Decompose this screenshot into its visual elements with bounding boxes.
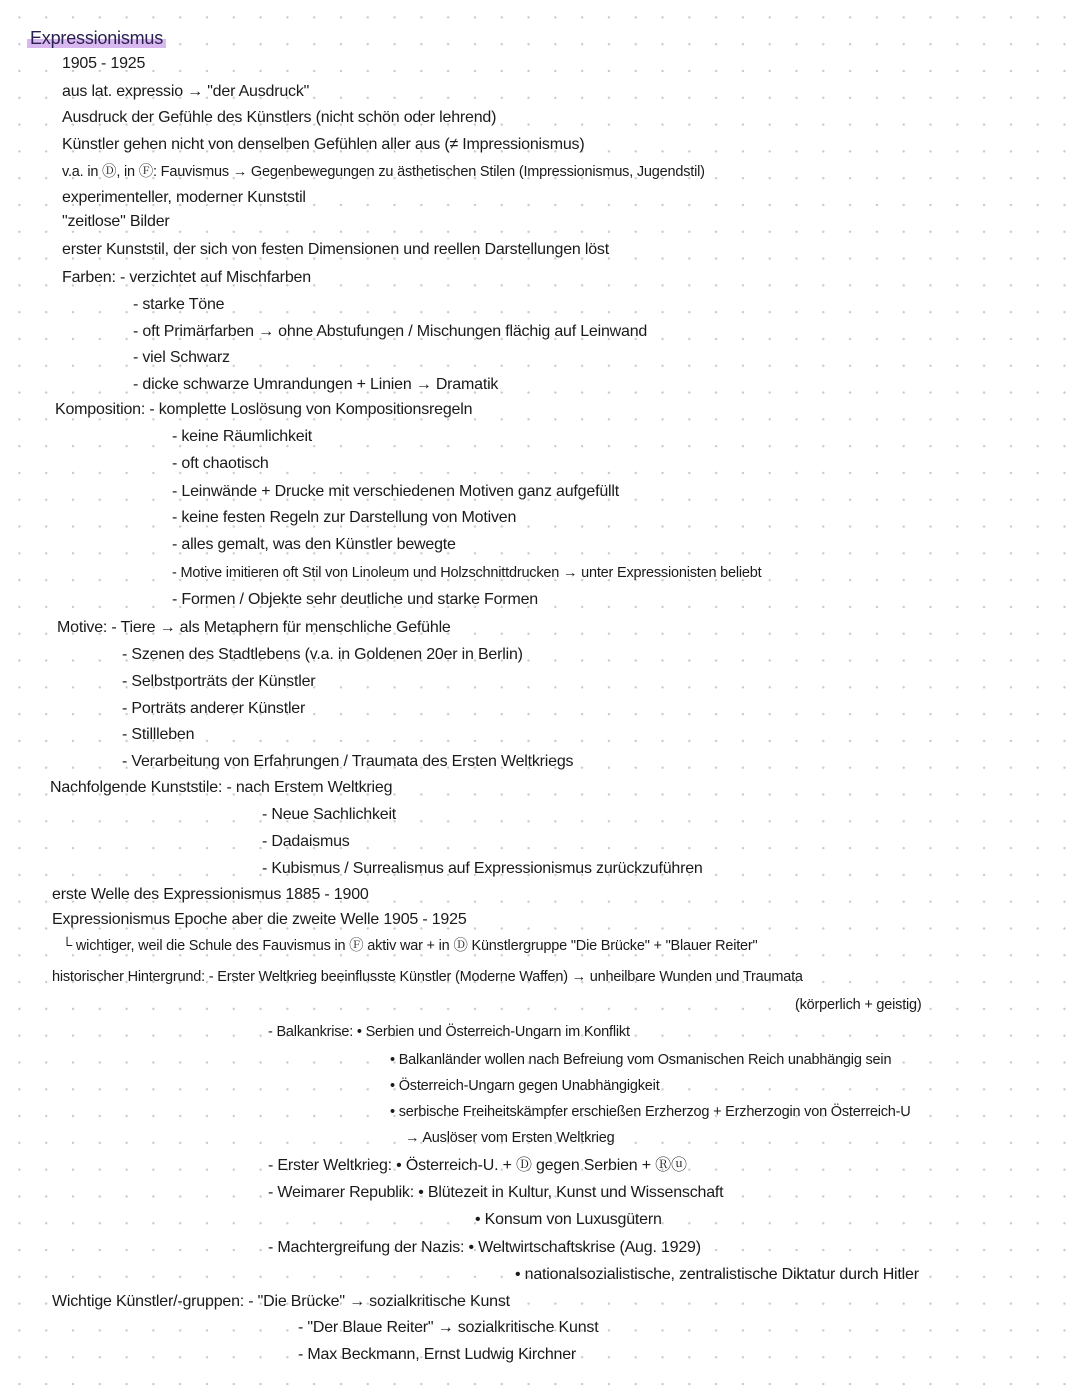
note-line: experimenteller, moderner Kunststil <box>62 189 306 206</box>
note-line: - Stillleben <box>122 726 195 743</box>
note-line: - oft Primärfarben → ohne Abstufungen / Mischungen flächig auf Leinwand <box>133 323 648 340</box>
note-line: - Leinwände + Drucke mit verschiedenen Motiven ganz aufgefüllt <box>172 483 619 500</box>
section-wichtige-kuenstler: Wichtige Künstler/-gruppen: - "Die Brücke" → sozialkritische Kunst <box>52 1293 510 1310</box>
note-line: aus lat. expressio → "der Ausdruck" <box>62 83 310 100</box>
note-line: - Erster Weltkrieg: • Österreich-U. + Ⓓ gegen Serbien + Ⓡⓤ <box>268 1157 687 1174</box>
note-line: - keine festen Regeln zur Darstellung von Motiven <box>172 509 517 526</box>
note-line: Künstler gehen nicht von denselben Gefühlen aller aus (≠ Impressionismus) <box>62 136 585 153</box>
note-line: - Weimarer Republik: • Blütezeit in Kultur, Kunst und Wissenschaft <box>268 1184 724 1201</box>
note-line: └ wichtiger, weil die Schule des Fauvismus in Ⓕ aktiv war + in Ⓓ Künstlergruppe "Die Brücke" + "Blauer Reiter" <box>62 938 758 954</box>
note-line: • Balkanländer wollen nach Befreiung vom Osmanischen Reich unabhängig sein <box>390 1052 892 1068</box>
section-komposition: Komposition: - komplette Loslösung von Kompositionsregeln <box>55 401 473 418</box>
note-line: - Balkankrise: • Serbien und Österreich-Ungarn im Konflikt <box>268 1024 630 1040</box>
note-line: - Max Beckmann, Ernst Ludwig Kirchner <box>298 1346 577 1363</box>
note-line: - Motive imitieren oft Stil von Linoleum und Holzschnittdrucken → unter Expressionisten beliebt <box>172 565 762 581</box>
section-historischer-hintergrund: historischer Hintergrund: - Erster Weltkrieg beeinflusste Künstler (Moderne Waffen) → unheilbare Wunden und Traumata <box>52 969 803 985</box>
page-title <box>27 28 166 48</box>
note-line: "zeitlose" Bilder <box>62 213 170 230</box>
note-line: → Auslöser vom Ersten Weltkrieg <box>405 1130 615 1146</box>
title-text: Expressionismus <box>27 28 166 48</box>
note-line: • serbische Freiheitskämpfer erschießen Erzherzog + Erzherzogin von Österreich-U <box>390 1104 911 1120</box>
note-line: - Dadaismus <box>262 833 350 850</box>
note-line: 1905 - 1925 <box>62 55 146 72</box>
section-farben: Farben: - verzichtet auf Mischfarben <box>62 269 311 286</box>
note-line: - Formen / Objekte sehr deutliche und starke Formen <box>172 591 538 608</box>
note-line: - Neue Sachlichkeit <box>262 806 397 823</box>
note-line: • Konsum von Luxusgütern <box>475 1211 662 1228</box>
note-line: - Verarbeitung von Erfahrungen / Traumata des Ersten Weltkriegs <box>122 753 574 770</box>
note-line: - dicke schwarze Umrandungen + Linien → Dramatik <box>133 376 499 393</box>
note-line: • Österreich-Ungarn gegen Unabhängigkeit <box>390 1078 660 1094</box>
note-line: - starke Töne <box>133 296 225 313</box>
note-line: - alles gemalt, was den Künstler bewegte <box>172 536 456 553</box>
note-line: - Porträts anderer Künstler <box>122 700 306 717</box>
note-line: - Kubismus / Surrealismus auf Expressionismus zurückzuführen <box>262 860 703 877</box>
note-line: • nationalsozialistische, zentralistische Diktatur durch Hitler <box>515 1266 919 1283</box>
section-motive: Motive: - Tiere → als Metaphern für menschliche Gefühle <box>57 619 451 636</box>
note-line: Expressionismus Epoche aber die zweite Welle 1905 - 1925 <box>52 911 467 928</box>
note-line: erster Kunststil, der sich von festen Dimensionen und reellen Darstellungen löst <box>62 241 609 258</box>
note-line: (körperlich + geistig) <box>795 997 922 1013</box>
note-line: - "Der Blaue Reiter" → sozialkritische Kunst <box>298 1319 599 1336</box>
section-nachfolgende-kunststile: Nachfolgende Kunststile: - nach Erstem Weltkrieg <box>50 779 393 796</box>
note-line: erste Welle des Expressionismus 1885 - 1900 <box>52 886 369 903</box>
note-line: - keine Räumlichkeit <box>172 428 313 445</box>
note-line: - oft chaotisch <box>172 455 269 472</box>
note-line: Ausdruck der Gefühle des Künstlers (nicht schön oder lehrend) <box>62 109 497 126</box>
note-line: - Selbstporträts der Künstler <box>122 673 316 690</box>
note-line: - Machtergreifung der Nazis: • Weltwirtschaftskrise (Aug. 1929) <box>268 1239 701 1256</box>
note-line: - Szenen des Stadtlebens (v.a. in Goldenen 20er in Berlin) <box>122 646 523 663</box>
note-line: - viel Schwarz <box>133 349 230 366</box>
note-line: v.a. in Ⓓ, in Ⓕ: Fauvismus → Gegenbewegungen zu ästhetischen Stilen (Impressionismus, Jugendstil) <box>62 164 705 180</box>
